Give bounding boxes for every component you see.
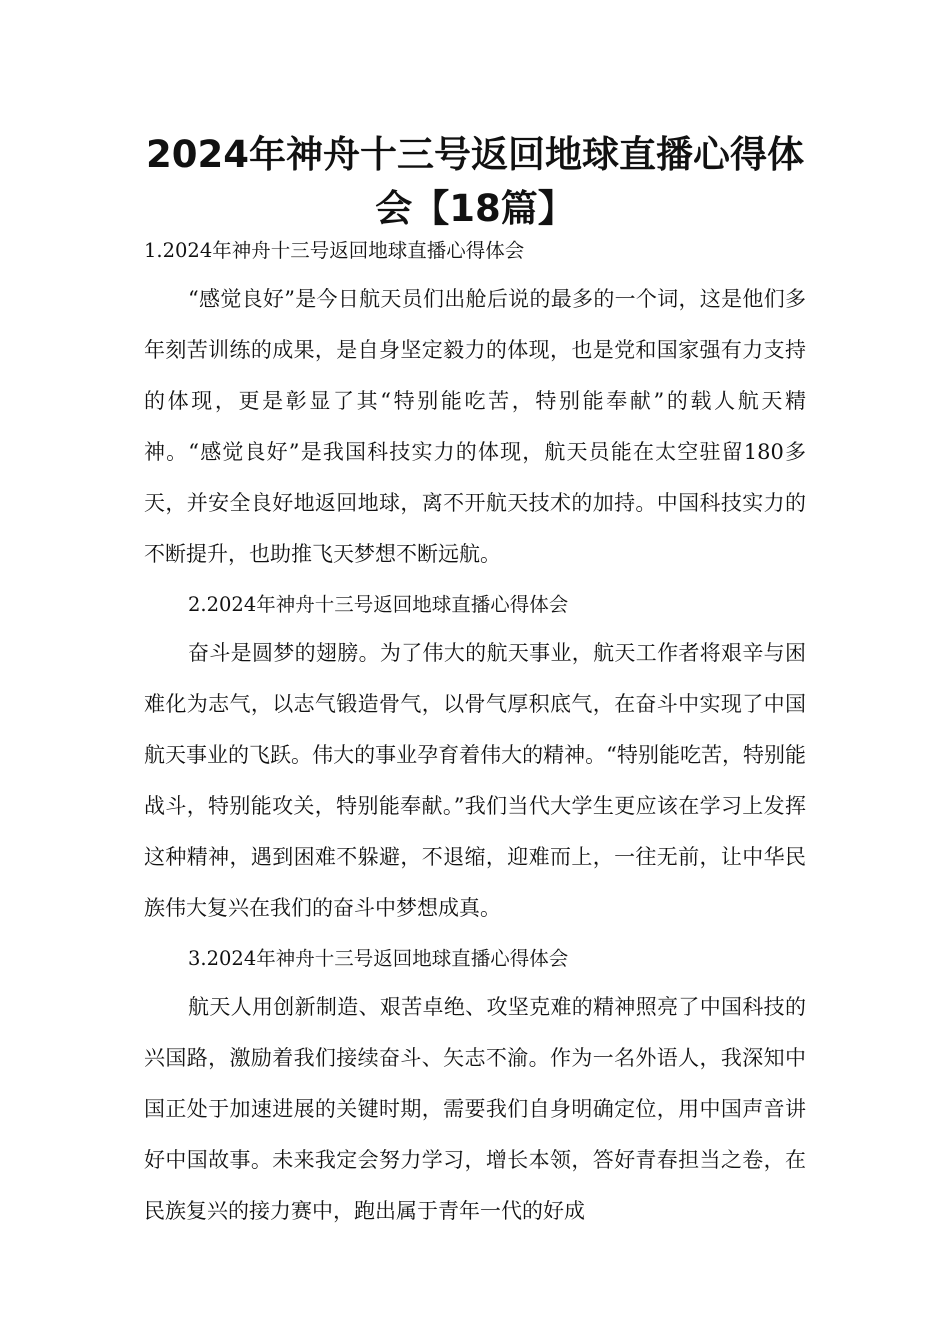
section-paragraph-2: 奋斗是圆梦的翅膀。为了伟大的航天事业，航天工作者将艰辛与困难化为志气，以志气锻造骨气，以骨气厚积底气，在奋斗中实现了中国航天事业的飞跃。伟大的事业孕育着伟大的精神。“特别能吃苦，特别能战斗，特别能攻关，特别能奉献。”我们当代大学生更应该在学习上发挥这种精神，遇到困难不躲避，不退缩，迎难而上，一往无前，让中华民族伟大复兴在我们的奋斗中梦想成真。: [144, 641, 806, 920]
document-title: [120, 128, 830, 236]
document-body: [144, 232, 806, 1237]
section-heading-2: 2.2024年神舟十三号返回地球直播心得体会: [188, 593, 569, 616]
section-heading-3: 3.2024年神舟十三号返回地球直播心得体会: [188, 947, 569, 970]
section-heading-1: 1.2024年神舟十三号返回地球直播心得体会: [144, 239, 525, 262]
section-paragraph-1: “感觉良好”是今日航天员们出舱后说的最多的一个词，这是他们多年刻苦训练的成果，是自身坚定毅力的体现，也是党和国家强有力支持的体现，更是彰显了其“特别能吃苦，特别能奉献”的载人航天精神。“感觉良好”是我国科技实力的体现，航天员能在太空驻留180多天，并安全良好地返回地球，离不开航天技术的加持。中国科技实力的不断提升，也助推飞天梦想不断远航。: [144, 287, 806, 566]
title-line-1: 2024年神舟十三号返回地球直播心得体: [146, 133, 804, 176]
section-paragraph-3: 航天人用创新制造、艰苦卓绝、攻坚克难的精神照亮了中国科技的兴国路，激励着我们接续奋斗、矢志不渝。作为一名外语人，我深知中国正处于加速进展的关键时期，需要我们自身明确定位，用中国声音讲好中国故事。未来我定会努力学习，增长本领，答好青春担当之卷，在民族复兴的接力赛中，跑出属于青年一代的好成: [144, 995, 806, 1223]
title-line-2: 会【18篇】: [375, 187, 575, 230]
